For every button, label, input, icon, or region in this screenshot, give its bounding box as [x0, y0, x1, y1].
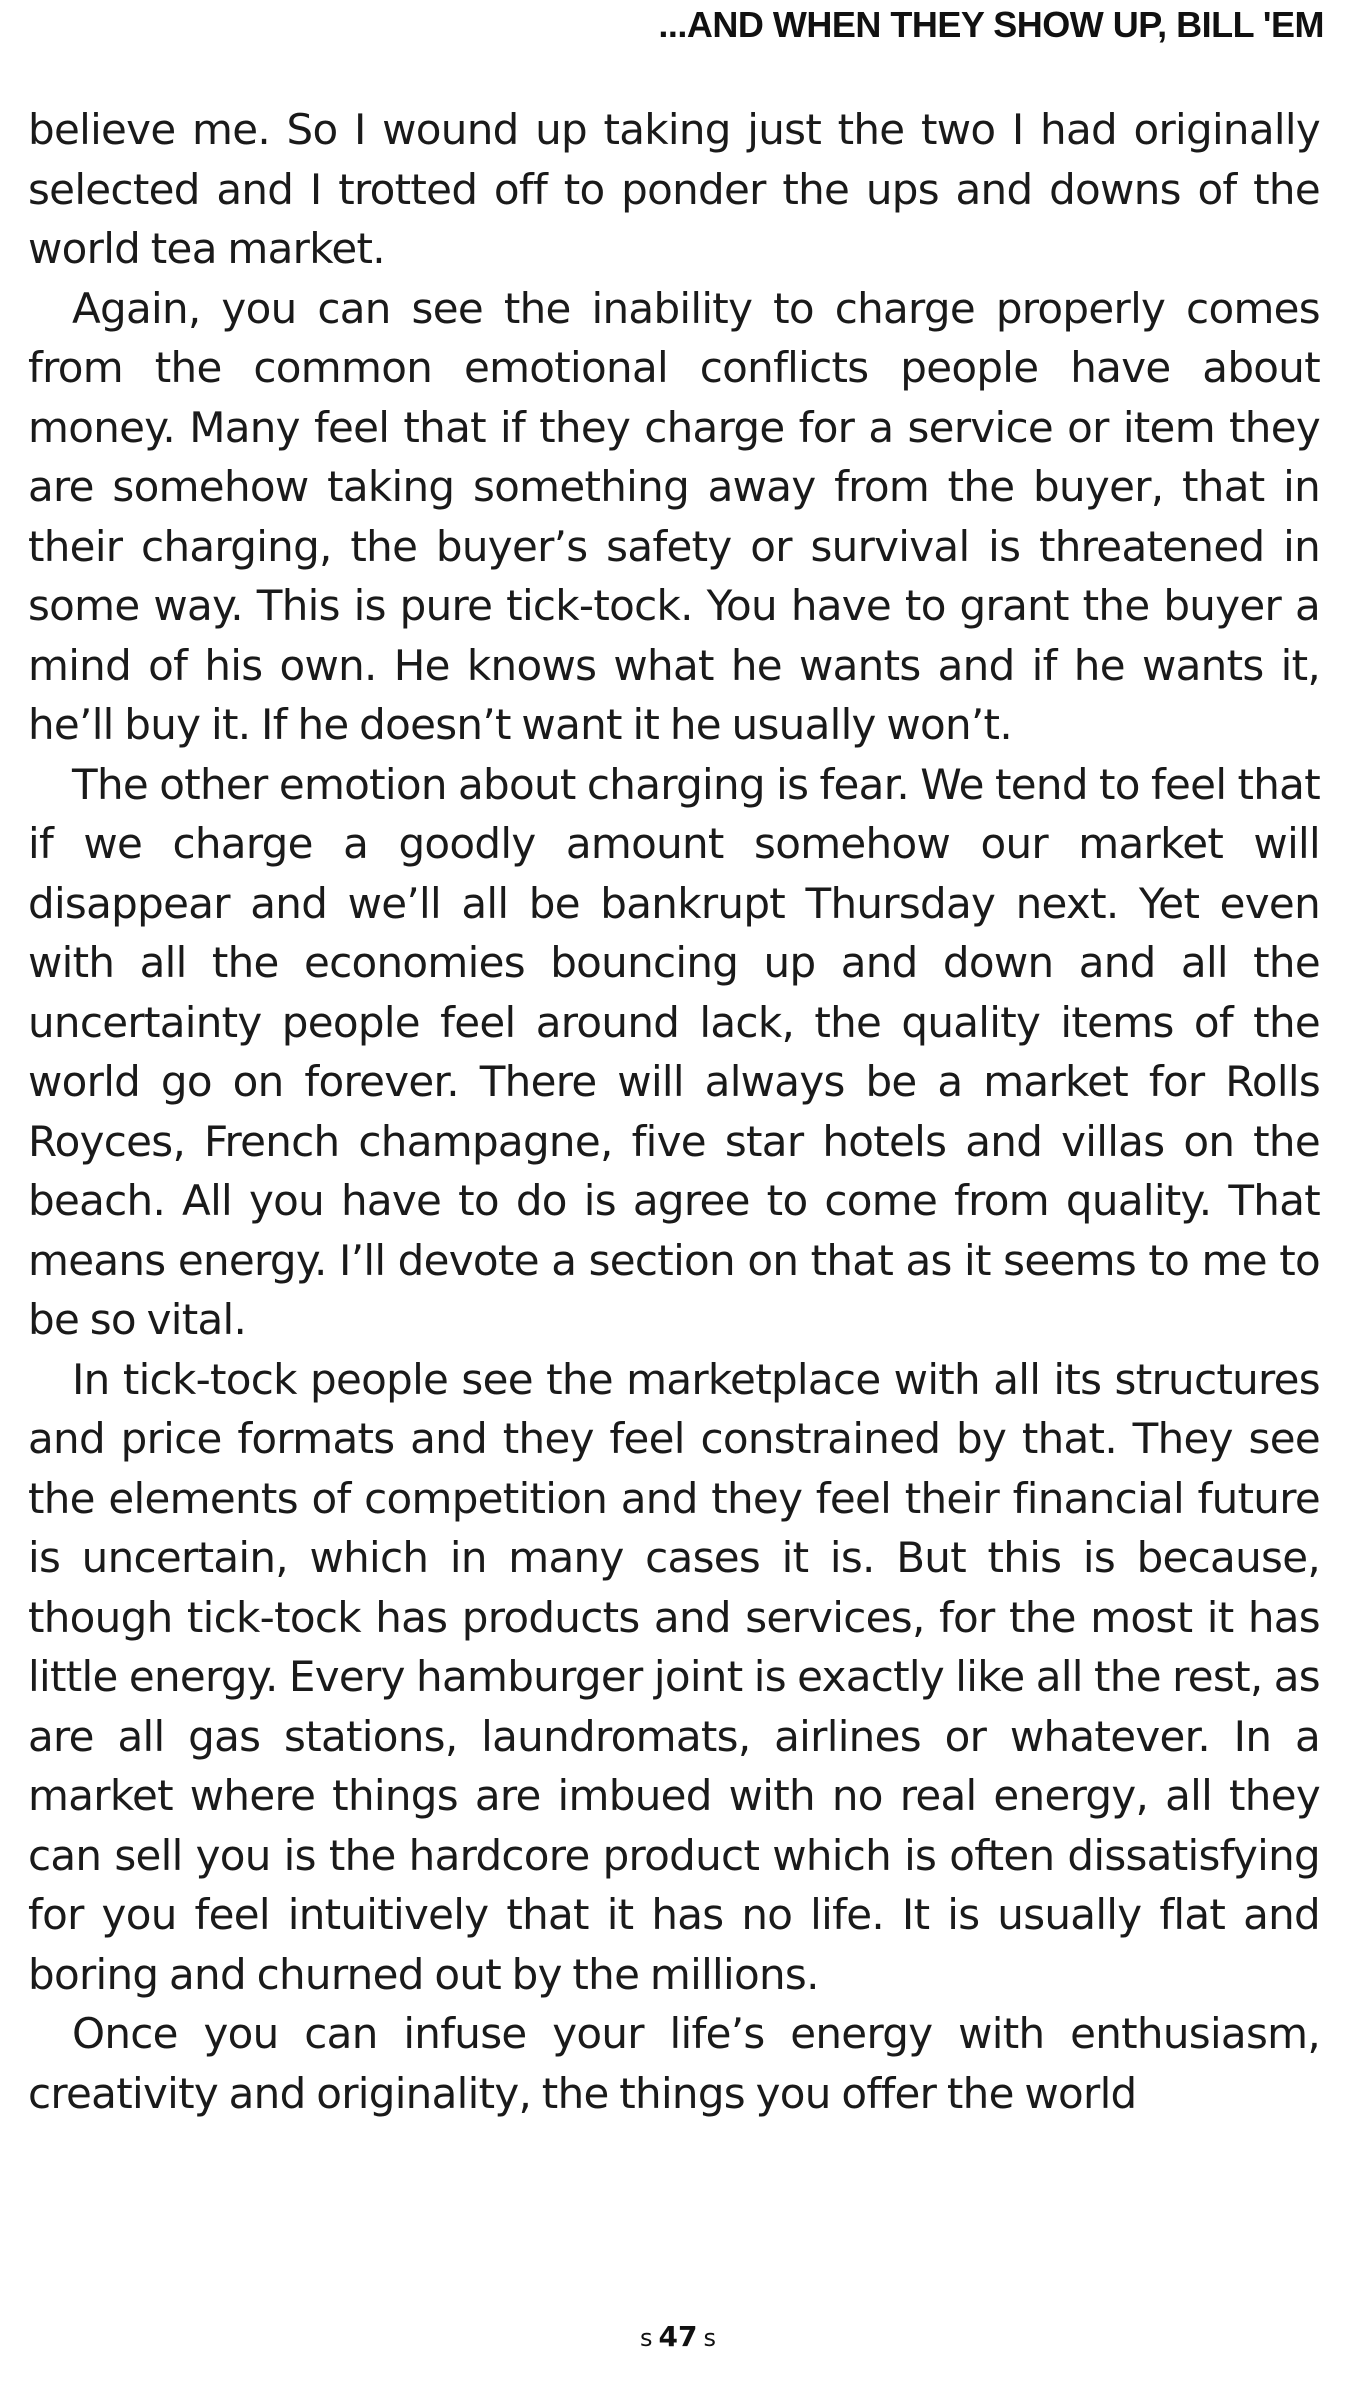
body-text — [28, 100, 1320, 2123]
page-number-footer — [0, 2320, 1356, 2353]
paragraph: Again, you can see the inability to charge properly comes from the common emotional conflicts people have about money. Many feel that if they charge for a service or item they are somehow taking something away from the buyer, that in their charging, the buyer’s safety or survival is threatened in some way. This is pure tick-tock. You have to grant the buyer a mind of his own. He knows what he wants and if he wants it, he’ll buy it. If he doesn’t want it he usually won’t. — [28, 283, 1320, 749]
page-number: 47 — [658, 2320, 698, 2353]
folio-ornament-right: s — [703, 2324, 716, 2352]
paragraph-continued: believe me. So I wound up taking just the two I had originally selected and I trotted off to ponder the ups and downs of the world tea market. — [28, 105, 1320, 273]
running-head: ...AND WHEN THEY SHOW UP, BILL 'EM — [658, 4, 1324, 45]
folio-ornament-left: s — [640, 2324, 653, 2352]
paragraph: The other emotion about charging is fear. We tend to feel that if we charge a goodly amount somehow our market will disappear and we’ll all be bankrupt Thursday next. Yet even with all the economies bouncing up and down and all the uncertainty people feel around lack, the quality items of the world go on forever. There will always be a market for Rolls Royces, French champagne, five star hotels and villas on the beach. All you have to do is agree to come from quality. That means energy. I’ll devote a section on that as it seems to me to be so vital. — [28, 759, 1320, 1344]
paragraph: Once you can infuse your life’s energy with enthusiasm, creativity and originality, the things you offer the world — [28, 2009, 1320, 2118]
paragraph: In tick-tock people see the marketplace with all its structures and price formats and they feel constrained by that. They see the elements of competition and they feel their financial future is uncertain, which in many cases it is. But this is because, though tick-tock has products and services, for the most it has little energy. Every hamburger joint is exactly like all the rest, as are all gas stations, laundromats, airlines or whatever. In a market where things are imbued with no real energy, all they can sell you is the hardcore product which is often dissatisfying for you feel intuitively that it has no life. It is usually flat and boring and churned out by the millions. — [28, 1354, 1320, 1999]
